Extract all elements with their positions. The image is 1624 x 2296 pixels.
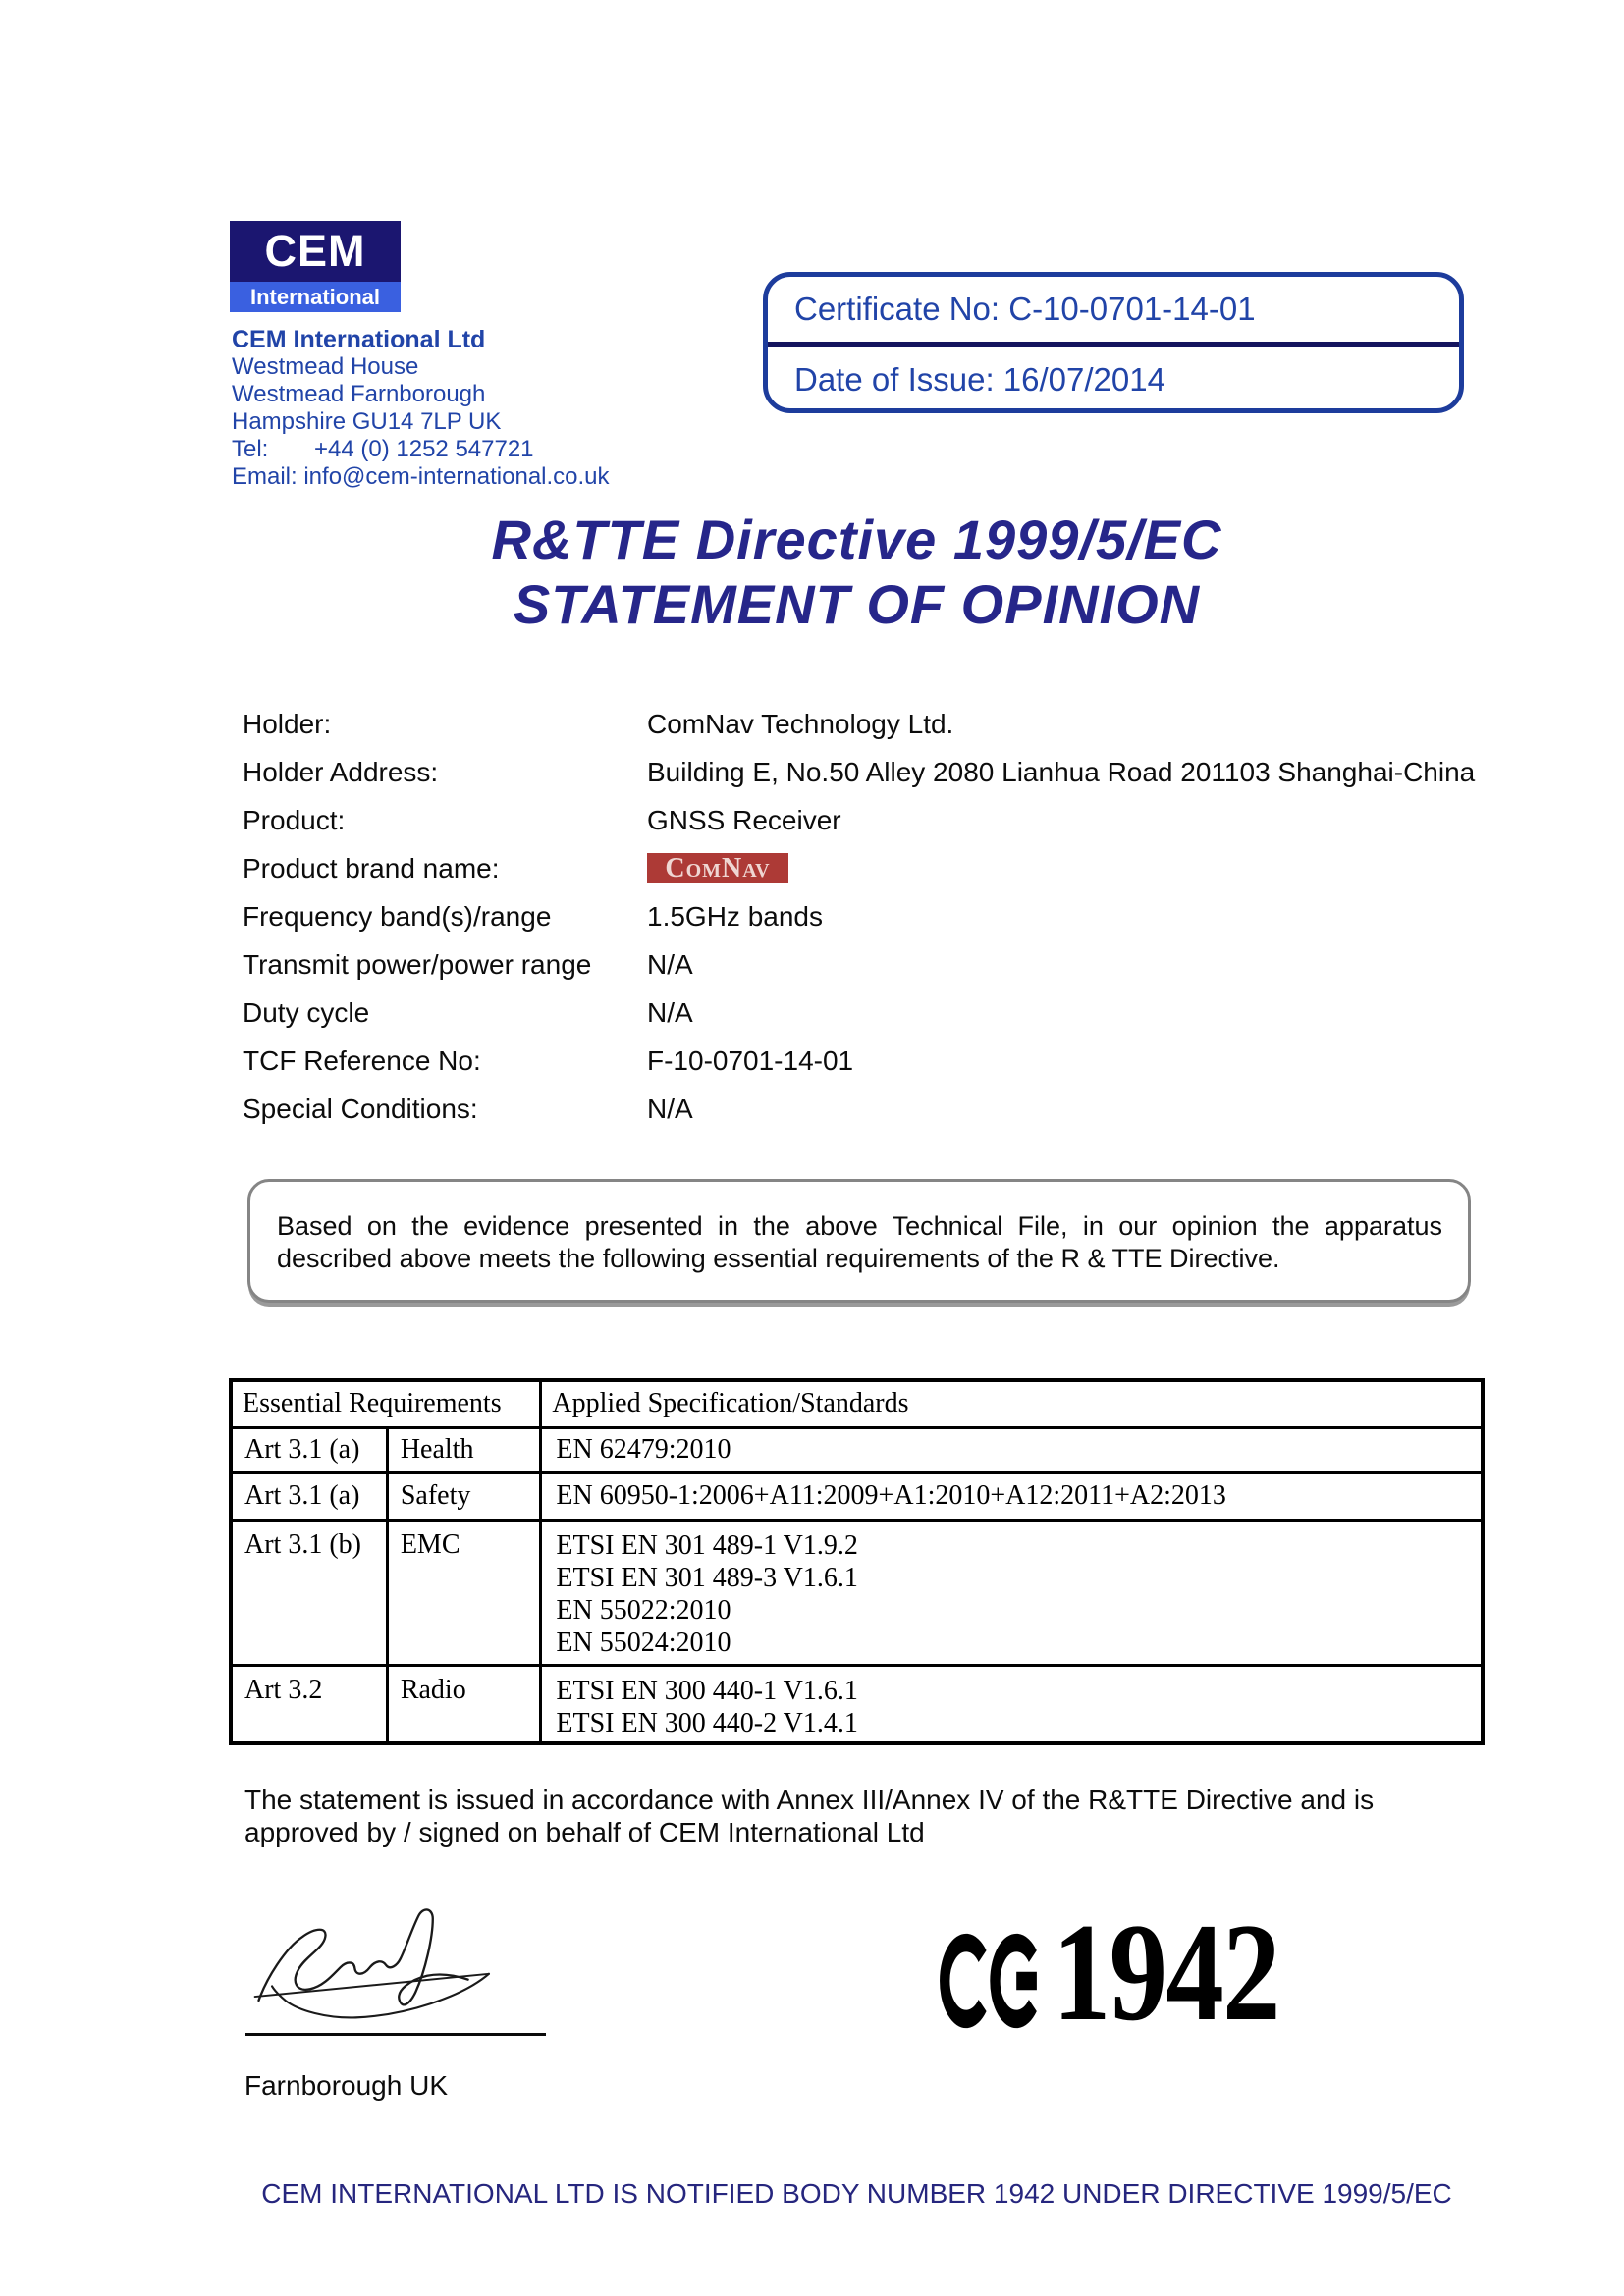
detail-value: N/A <box>647 996 693 1028</box>
table-header-row <box>231 1380 1483 1427</box>
detail-label: TCF Reference No: <box>243 1044 481 1076</box>
detail-row-holder <box>243 700 1475 748</box>
standard-line: ETSI EN 301 489-1 V1.9.2 <box>556 1529 858 1561</box>
signature <box>244 1906 548 2035</box>
detail-value: N/A <box>647 948 693 980</box>
opinion-statement-box <box>247 1179 1471 1303</box>
detail-value: 1.5GHz bands <box>647 900 823 932</box>
article-cell: Art 3.1 (a) <box>231 1472 387 1520</box>
header-essential-requirements: Essential Requirements <box>231 1380 541 1427</box>
article-cell: Art 3.1 (a) <box>231 1427 387 1472</box>
article-cell: Art 3.2 <box>231 1665 387 1743</box>
detail-row-transmit-power <box>243 940 1475 988</box>
standards-cell <box>541 1665 1483 1743</box>
standard-line: ETSI EN 301 489-3 V1.6.1 <box>556 1562 858 1593</box>
table-row-safety <box>231 1472 1483 1520</box>
opinion-statement-text: Based on the evidence presented in the above Technical File, in our opinion the apparatus described above meets the following essential requirements of the R & TTE Directive. <box>277 1211 1442 1273</box>
signature-line <box>245 2033 546 2036</box>
detail-value: N/A <box>647 1093 693 1124</box>
detail-value: Building E, No.50 Alley 2080 Lianhua Road 201103 Shanghai-China <box>647 756 1476 787</box>
detail-row-product <box>243 796 1475 844</box>
table-row-emc <box>231 1520 1483 1665</box>
telephone-value: +44 (0) 1252 547721 <box>314 436 534 462</box>
product-details-list <box>243 700 1475 1133</box>
notified-body-number: 1942 <box>1053 1895 1279 2050</box>
requirements-table <box>229 1378 1485 1745</box>
standards-cell: EN 60950-1:2006+A11:2009+A1:2010+A12:2011+A2:2013 <box>541 1472 1483 1520</box>
category-cell: Radio <box>387 1665 541 1743</box>
issuer-address-line: Westmead Farnborough <box>232 381 486 407</box>
cem-logo <box>230 221 401 312</box>
table-row-health <box>231 1427 1483 1472</box>
detail-row-holder-address <box>243 748 1475 796</box>
detail-value: F-10-0701-14-01 <box>647 1044 854 1076</box>
cem-logo-mark: CEM <box>230 221 401 282</box>
document-title <box>229 507 1485 637</box>
detail-row-frequency <box>243 892 1475 940</box>
date-of-issue: Date of Issue: 16/07/2014 <box>794 361 1165 398</box>
ce-mark <box>939 1895 1292 2050</box>
detail-label: Frequency band(s)/range <box>243 900 552 932</box>
standard-line: ETSI EN 300 440-1 V1.6.1 <box>556 1675 858 1706</box>
telephone-label: Tel: <box>232 436 269 462</box>
document-title-line2: STATEMENT OF OPINION <box>513 573 1201 635</box>
closing-statement: The statement is issued in accordance with Annex III/Annex IV of the R&TTE Directive and is approved by / signed on behalf of CEM International Ltd <box>244 1785 1375 1847</box>
issuer-name: CEM International Ltd <box>232 326 486 353</box>
detail-row-tcf-reference <box>243 1037 1475 1085</box>
signature-scribble <box>244 1906 548 2030</box>
document-title-line1: R&TTE Directive 1999/5/EC <box>491 508 1222 570</box>
category-cell: Health <box>387 1427 541 1472</box>
table-row-radio <box>231 1665 1483 1743</box>
certificate-number-box <box>763 272 1464 413</box>
article-cell: Art 3.1 (b) <box>231 1520 387 1665</box>
issuer-address-line: Hampshire GU14 7LP UK <box>232 408 502 435</box>
detail-value: ComNav Technology Ltd. <box>647 708 954 739</box>
category-cell: EMC <box>387 1520 541 1665</box>
detail-label: Holder Address: <box>243 756 439 787</box>
detail-value: GNSS Receiver <box>647 804 841 835</box>
detail-row-duty-cycle <box>243 988 1475 1037</box>
detail-row-brand <box>243 844 1475 892</box>
detail-label: Holder: <box>243 708 332 739</box>
detail-label: Duty cycle <box>243 996 370 1028</box>
issuer-address-block <box>232 326 610 491</box>
standards-cell: EN 62479:2010 <box>541 1427 1483 1472</box>
detail-label: Product: <box>243 804 346 835</box>
standards-cell <box>541 1520 1483 1665</box>
header-applied-standards: Applied Specification/Standards <box>541 1380 1483 1427</box>
category-cell: Safety <box>387 1472 541 1520</box>
standard-line: EN 55024:2010 <box>556 1627 731 1658</box>
standard-line: EN 55022:2010 <box>556 1594 731 1626</box>
detail-label: Special Conditions: <box>243 1093 478 1124</box>
detail-label: Product brand name: <box>243 852 500 883</box>
issuer-telephone <box>232 436 610 463</box>
detail-label: Transmit power/power range <box>243 948 592 980</box>
standard-line: ETSI EN 300 440-2 V1.4.1 <box>556 1707 858 1738</box>
notified-body-footer: CEM INTERNATIONAL LTD IS NOTIFIED BODY NUMBER 1942 UNDER DIRECTIVE 1999/5/EC <box>261 2178 1452 2209</box>
cem-logo-subtitle: International <box>230 282 401 312</box>
signature-location: Farnborough UK <box>244 2070 449 2101</box>
issuer-address-line: Westmead House <box>232 353 419 380</box>
ce-logo-icon <box>939 1932 1040 2030</box>
detail-row-special-conditions <box>243 1085 1475 1133</box>
certificate-number: Certificate No: C-10-0701-14-01 <box>794 291 1256 327</box>
comnav-brand-logo: ComNav <box>647 853 788 883</box>
issuer-email: Email: info@cem-international.co.uk <box>232 463 610 490</box>
